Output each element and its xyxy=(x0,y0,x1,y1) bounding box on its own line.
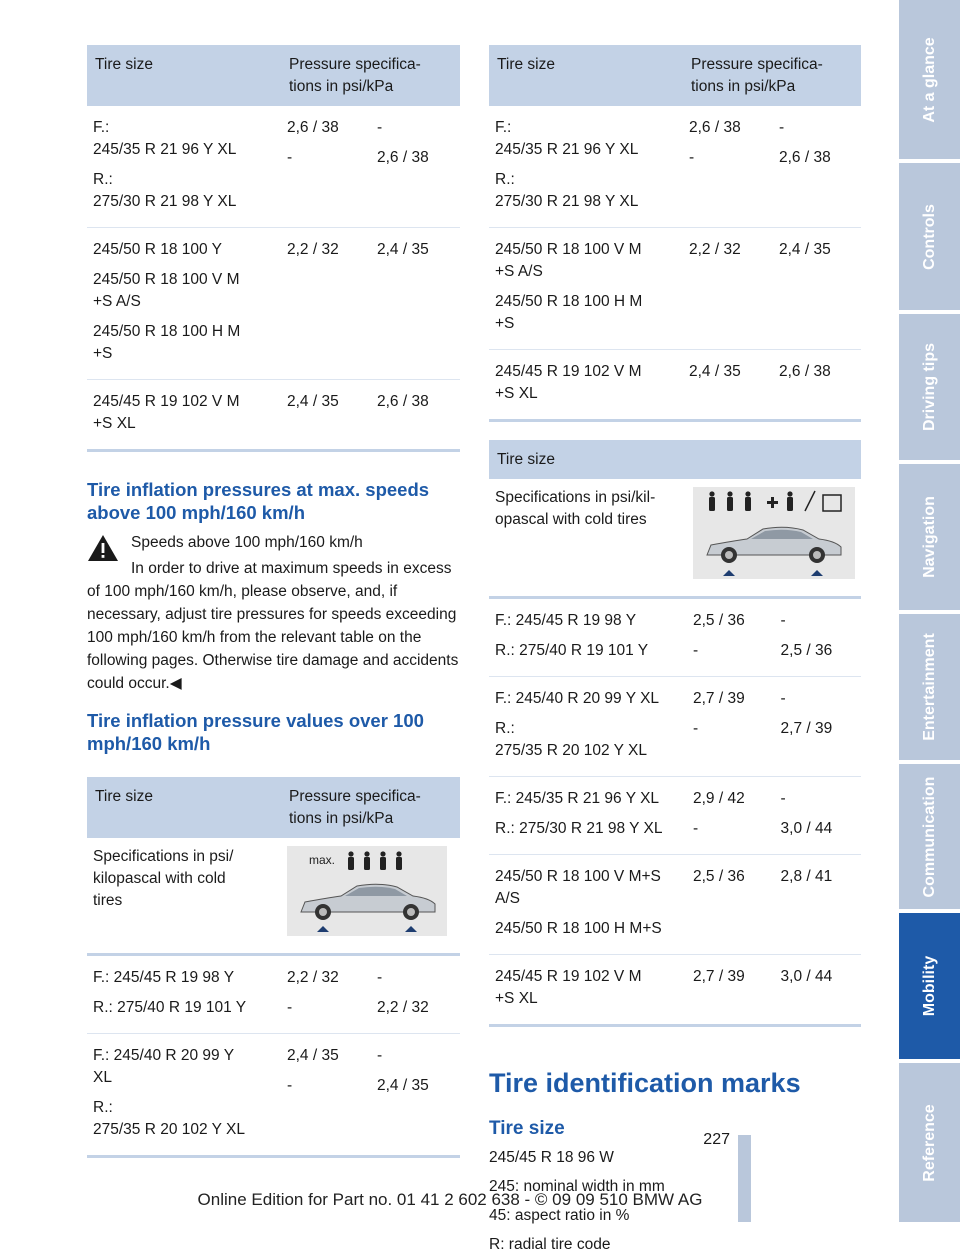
pressure-value: 2,4 / 35 xyxy=(689,363,741,380)
pressure-value: 2,7 / 39 xyxy=(693,968,745,985)
heading-max-speed-pressures: Tire inflation pressures at max. speeds above 100 mph/160 km/h xyxy=(87,479,430,523)
pressure-cell xyxy=(687,677,775,777)
pressure-value: 2,7 / 39 xyxy=(780,720,833,737)
header-tire-size: Tire size xyxy=(87,45,281,106)
table-header-row xyxy=(489,45,861,106)
pressure-value: 2,6 / 38 xyxy=(779,363,831,380)
left-column xyxy=(87,45,460,1158)
tire-size-text: 245/50 R 18 100 Y xyxy=(93,241,222,258)
sidebar-tab-mobility[interactable] xyxy=(899,913,960,1059)
spec-label-cell xyxy=(489,479,687,598)
table-row xyxy=(489,677,861,777)
spec-label-cell xyxy=(87,838,281,955)
table-row xyxy=(489,228,861,350)
pressure-value: - xyxy=(287,149,293,166)
max-label: max. xyxy=(309,853,336,867)
table-row xyxy=(489,106,861,228)
pressure-cell xyxy=(371,380,460,451)
tire-size-text: 245/50 R 18 100 H M +S xyxy=(495,293,643,332)
pressure-value: 2,9 / 42 xyxy=(693,790,745,807)
tire-size-cell xyxy=(489,677,687,777)
pressure-value: - xyxy=(689,149,695,166)
tire-size-line: 45: aspect ratio in % xyxy=(489,1207,630,1224)
pressure-value: - xyxy=(780,690,786,707)
pressure-value: - xyxy=(287,999,293,1016)
pressure-value: 2,4 / 35 xyxy=(377,1077,429,1094)
pressure-value: 2,4 / 35 xyxy=(287,393,339,410)
subheading-tire-size: Tire size xyxy=(489,1118,565,1139)
tire-size-text: R.: 275/35 R 20 102 Y XL xyxy=(93,1099,245,1138)
pressure-value: 2,5 / 36 xyxy=(780,642,833,659)
tire-size-cell xyxy=(489,855,687,955)
table-row xyxy=(489,598,861,677)
pressure-table-right-2 xyxy=(489,440,861,1027)
tire-size-cell xyxy=(489,955,687,1026)
right-column xyxy=(489,45,861,1259)
sidebar-tab-label: Driving tips xyxy=(920,342,938,432)
heading-pressure-values: Tire inflation pressure values over 100 mph/160 km/h xyxy=(87,710,424,754)
spec-label: Specifications in psi/kil- opascal with cold tires xyxy=(495,489,656,528)
pressure-value: 3,0 / 44 xyxy=(780,820,833,837)
pressure-cell xyxy=(281,106,371,228)
tire-size-text: F.: 245/45 R 19 98 Y xyxy=(93,969,235,986)
tire-size-cell xyxy=(489,777,687,855)
tire-size-cell xyxy=(87,1034,281,1157)
tire-size-text: 245/50 R 18 100 H M +S xyxy=(93,323,241,362)
pressure-value: - xyxy=(377,969,383,986)
tire-size-cell xyxy=(489,350,683,421)
header-pressure: Pressure specifica- tions in psi/kPa xyxy=(683,45,861,106)
pressure-cell xyxy=(775,777,861,855)
pressure-value: - xyxy=(779,119,785,136)
pressure-cell xyxy=(687,777,775,855)
pressure-cell xyxy=(683,350,773,421)
sidebar-tab-label: Mobility xyxy=(920,955,938,1017)
tire-size-text: R.: 275/35 R 20 102 Y XL xyxy=(495,720,647,759)
pressure-value: 2,8 / 41 xyxy=(780,868,833,885)
sidebar-tab-navigation[interactable] xyxy=(899,464,960,610)
page-number: 227 xyxy=(703,1131,730,1148)
pressure-value: - xyxy=(377,119,383,136)
tire-size-line: 245: nominal width in mm xyxy=(489,1178,665,1195)
pressure-value: 2,4 / 35 xyxy=(287,1047,339,1064)
pressure-value: 2,7 / 39 xyxy=(693,690,745,707)
pressure-cell xyxy=(773,350,861,421)
car-load-full-icon xyxy=(693,487,855,579)
tire-size-text: 245/45 R 19 102 V M +S XL xyxy=(93,393,240,432)
pressure-value: 2,6 / 38 xyxy=(689,119,741,136)
tire-size-line: 245/45 R 18 96 W xyxy=(489,1149,614,1166)
pressure-cell xyxy=(687,598,775,677)
table-row xyxy=(87,380,460,451)
spec-label: Specifications in psi/ kilopascal with cold tires xyxy=(93,848,234,909)
pressure-value: - xyxy=(693,642,699,659)
pressure-cell xyxy=(775,855,861,955)
pressure-cell xyxy=(371,955,460,1034)
pressure-cell xyxy=(281,380,371,451)
tire-size-text: F.: 245/45 R 19 98 Y xyxy=(495,612,637,629)
tire-size-text: 245/50 R 18 100 V M +S A/S xyxy=(93,271,240,310)
tire-size-text: R.: 275/30 R 21 98 Y XL xyxy=(93,171,237,210)
sidebar-tab-label: Communication xyxy=(920,776,938,897)
pressure-cell xyxy=(775,955,861,1026)
pressure-value: 2,2 / 32 xyxy=(689,241,741,258)
header-pressure: Pressure specifica- tions in psi/kPa xyxy=(281,777,460,838)
pressure-cell xyxy=(773,228,861,350)
sidebar-tab-label: At a glance xyxy=(920,36,938,123)
pressure-value: 2,2 / 32 xyxy=(287,969,339,986)
tire-size-text: F.: 245/35 R 21 96 Y XL xyxy=(93,119,237,158)
sidebar-tab-driving-tips[interactable] xyxy=(899,314,960,460)
pressure-value: - xyxy=(693,820,699,837)
pressure-value: 2,6 / 38 xyxy=(377,149,429,166)
pressure-value: 2,4 / 35 xyxy=(779,241,831,258)
pressure-value: 2,2 / 32 xyxy=(287,241,339,258)
sidebar-tab-reference[interactable] xyxy=(899,1063,960,1222)
pressure-value: - xyxy=(693,720,699,737)
tire-size-text: 245/45 R 19 102 V M +S XL xyxy=(495,363,642,402)
pressure-cell xyxy=(371,106,460,228)
sidebar-tab-at-a-glance[interactable] xyxy=(899,0,960,159)
pressure-value: 2,6 / 38 xyxy=(287,119,339,136)
header-tire-size: Tire size xyxy=(489,440,861,479)
pressure-cell xyxy=(773,106,861,228)
tire-size-text: F.: 245/35 R 21 96 Y XL xyxy=(495,119,639,158)
pressure-value: - xyxy=(780,612,786,629)
section-heading-tire-marks: Tire identification marks xyxy=(489,1068,801,1098)
table-row-spec xyxy=(489,479,861,598)
pressure-value: - xyxy=(377,1047,383,1064)
pressure-cell xyxy=(687,855,775,955)
table-row xyxy=(87,955,460,1034)
tire-size-text: F.: 245/40 R 20 99 Y XL xyxy=(93,1047,235,1086)
tire-size-text: R.: 275/30 R 21 98 Y XL xyxy=(495,171,639,210)
pressure-value: - xyxy=(287,1077,293,1094)
pressure-value: 2,6 / 38 xyxy=(779,149,831,166)
right-table2-rows xyxy=(489,598,861,1026)
pressure-table-left-2 xyxy=(87,777,460,1158)
tire-size-cell xyxy=(489,228,683,350)
table-row xyxy=(489,855,861,955)
table-row xyxy=(87,1034,460,1157)
tire-size-text: F.: 245/35 R 21 96 Y XL xyxy=(495,790,660,807)
sidebar-tab-label: Reference xyxy=(920,1103,938,1182)
tire-size-text: 245/50 R 18 100 H M+S xyxy=(495,920,662,937)
pressure-value: 2,2 / 32 xyxy=(377,999,429,1016)
tire-size-line: R: radial tire code xyxy=(489,1236,611,1253)
pressure-table-right-1 xyxy=(489,45,861,422)
right-table1-body xyxy=(489,106,861,421)
pressure-value: 3,0 / 44 xyxy=(780,968,833,985)
table-row xyxy=(489,777,861,855)
chapter-sidebar xyxy=(899,0,960,1222)
car-diagram-cell xyxy=(281,838,460,955)
left-table1-body xyxy=(87,106,460,451)
tire-size-text: 245/50 R 18 100 V M +S A/S xyxy=(495,241,642,280)
tire-size-text: R.: 275/30 R 21 98 Y XL xyxy=(495,820,663,837)
table-row-spec xyxy=(87,838,460,955)
pressure-cell xyxy=(281,1034,371,1157)
table-header-row xyxy=(87,777,460,838)
sidebar-tab-label: Entertainment xyxy=(920,633,938,741)
pressure-cell xyxy=(281,228,371,380)
left-table2-rows xyxy=(87,955,460,1157)
table-row xyxy=(87,106,460,228)
sidebar-tab-label: Navigation xyxy=(920,496,938,578)
table-row xyxy=(489,350,861,421)
sidebar-tab-communication[interactable] xyxy=(899,764,960,909)
tire-size-cell xyxy=(87,106,281,228)
pressure-cell xyxy=(371,228,460,380)
tire-size-text: F.: 245/40 R 20 99 Y XL xyxy=(495,690,660,707)
table-row xyxy=(87,228,460,380)
warning-triangle-icon xyxy=(87,533,119,563)
header-tire-size: Tire size xyxy=(87,777,281,838)
tire-size-cell xyxy=(489,598,687,677)
tire-size-cell xyxy=(87,228,281,380)
pressure-cell xyxy=(775,677,861,777)
table-row xyxy=(489,955,861,1026)
pressure-cell xyxy=(775,598,861,677)
pressure-cell xyxy=(687,955,775,1026)
car-load-max-icon xyxy=(287,846,447,936)
pressure-value: 2,6 / 38 xyxy=(377,393,429,410)
pressure-cell xyxy=(683,106,773,228)
table-header-row xyxy=(489,440,861,479)
pressure-value: 2,4 / 35 xyxy=(377,241,429,258)
sidebar-tab-entertainment[interactable] xyxy=(899,614,960,760)
header-tire-size: Tire size xyxy=(489,45,683,106)
table-header-row xyxy=(87,45,460,106)
warning-title: Speeds above 100 mph/160 km/h xyxy=(131,534,363,551)
tire-size-text: R.: 275/40 R 19 101 Y xyxy=(93,999,247,1016)
footer-edition: Online Edition for Part no. 01 41 2 602 638 - © 09 09 510 BMW AG xyxy=(197,1190,703,1209)
pressure-cell xyxy=(683,228,773,350)
left-table2-body xyxy=(87,838,460,955)
pressure-value: 2,5 / 36 xyxy=(693,612,745,629)
pressure-cell xyxy=(371,1034,460,1157)
pressure-value: 2,5 / 36 xyxy=(693,868,745,885)
tire-size-cell xyxy=(87,955,281,1034)
pressure-cell xyxy=(281,955,371,1034)
car-diagram-cell xyxy=(687,479,861,598)
header-pressure: Pressure specifica- tions in psi/kPa xyxy=(281,45,460,106)
tire-size-text: R.: 275/40 R 19 101 Y xyxy=(495,642,649,659)
sidebar-tab-label: Controls xyxy=(920,203,938,270)
right-table2-body xyxy=(489,479,861,598)
warning-body: In order to drive at maximum speeds in excess of 100 mph/160 km/h, please observe, and, if necessary, adjust tire pressures for speeds exceeding 100 mph/160 km/h from the relevant table on the following pages. Otherwise tire damage and accidents could occur.◀ xyxy=(87,560,459,692)
warning-block xyxy=(87,531,460,695)
pressure-value: - xyxy=(780,790,786,807)
pressure-table-left-1 xyxy=(87,45,460,452)
tire-size-cell xyxy=(489,106,683,228)
tire-size-text: 245/45 R 19 102 V M +S XL xyxy=(495,968,642,1007)
sidebar-tab-controls[interactable] xyxy=(899,163,960,310)
tire-size-text: 245/50 R 18 100 V M+S A/S xyxy=(495,868,661,907)
tire-size-cell xyxy=(87,380,281,451)
